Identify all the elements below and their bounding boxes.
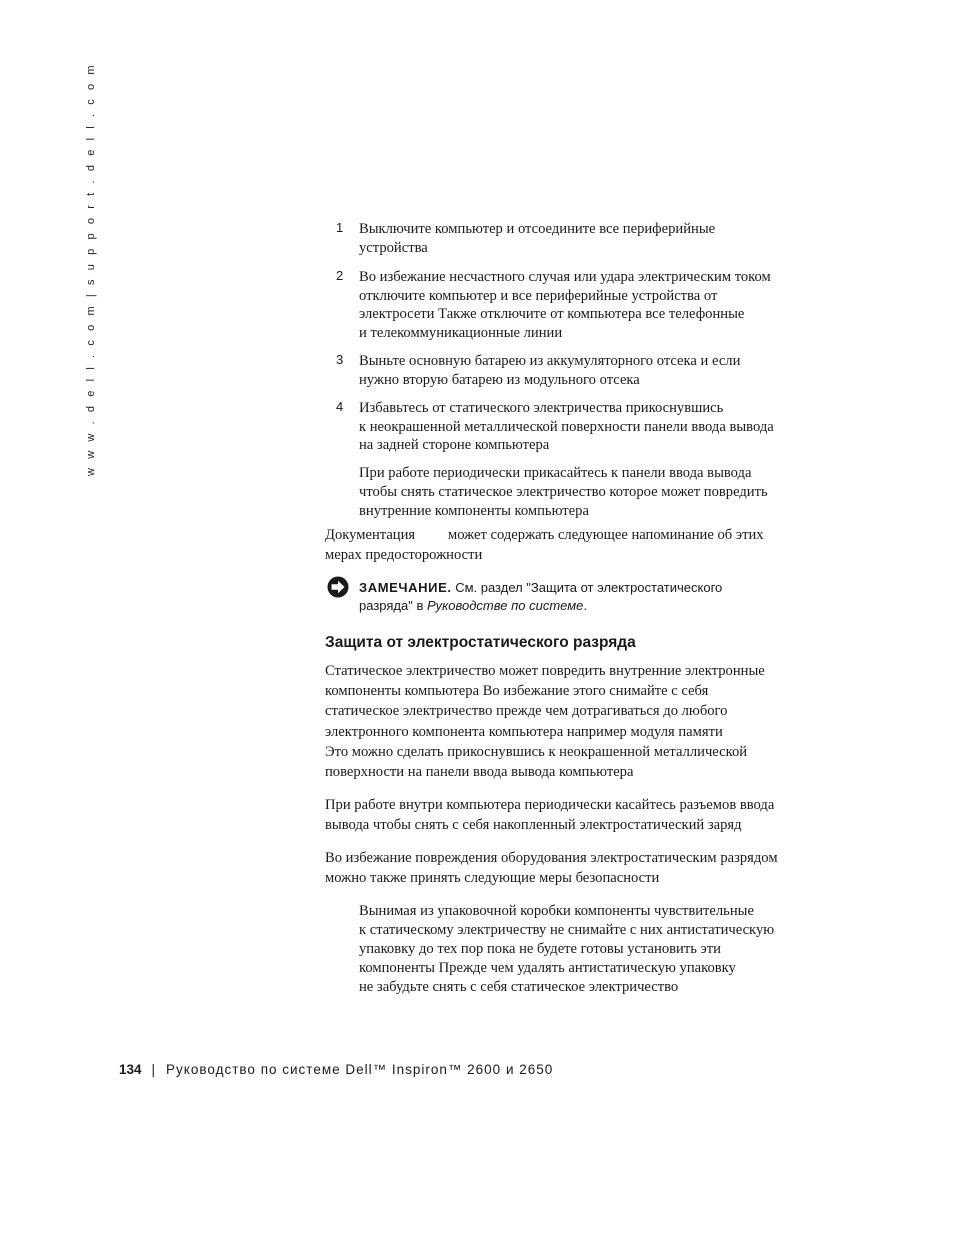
note-line: внутренние компоненты компьютера [359, 503, 589, 519]
step-line: электросети Также отключите от компьютера все телефонные [359, 306, 745, 322]
notice-label: ЗАМЕЧАНИЕ. [359, 580, 452, 595]
precaution-line: к статическому электричеству не снимайте с них антистатическую [359, 922, 775, 938]
precaution-line: упаковку до тех пор пока не будете готовы установить эти [359, 941, 721, 957]
step-line: Избавьтесь от статического электричества прикоснувшись [359, 400, 724, 416]
step-line: устройства [359, 239, 428, 256]
step-4 [336, 399, 816, 455]
precaution-line: Вынимая из упаковочной коробки компоненты чувствительные [359, 903, 754, 919]
step-text [359, 268, 816, 342]
step-number: 2 [336, 268, 344, 283]
step-text [359, 352, 816, 389]
precaution-line: компоненты Прежде чем удалять антистатическую упаковку [359, 960, 736, 976]
step-4-note [359, 464, 829, 521]
paragraph-line: мерах предосторожности [325, 547, 483, 564]
step-number: 3 [336, 352, 344, 367]
notice-reference: Руководстве по системе [426, 597, 584, 613]
page-number: 134 [119, 1062, 142, 1077]
notice-box [327, 576, 807, 614]
notice-text [359, 576, 807, 614]
step-line: нужно вторую батарею из модульного отсека [359, 371, 640, 388]
step-line: Во избежание несчастного случая или удара электрическим током [359, 269, 771, 285]
step-2 [336, 268, 816, 342]
side-website-url: w w w . d e l l . c o m | s u p p o r t . d e l l . c o m [85, 62, 97, 476]
esd-paragraph-2 [325, 795, 825, 835]
precaution-line: не забудьте снять с себя статическое электричество [359, 979, 679, 995]
step-3 [336, 352, 816, 389]
paragraph-line: вывода чтобы снять с себя накопленный электростатический заряд [325, 817, 742, 834]
paragraph-line: статическое электричество прежде чем дотрагиваться до любого [325, 703, 728, 720]
step-text [359, 399, 816, 455]
paragraph-line: При работе внутри компьютера периодически касайтесь разъемов ввода [325, 797, 775, 813]
esd-paragraph-3 [325, 848, 825, 888]
paragraph-line: Документация может содержать следующее напоминание об этих [325, 527, 764, 543]
step-1 [336, 220, 816, 257]
section-heading: Защита от электростатического разряда [325, 634, 636, 651]
step-text [359, 220, 816, 257]
paragraph-line: поверхности на панели ввода вывода компьютера [325, 764, 634, 781]
esd-paragraph-1 [325, 661, 825, 782]
step-line: отключите компьютер и все периферийные устройства от [359, 287, 718, 304]
notice-text-part: См. раздел "Защита от электростатического [451, 580, 723, 595]
step-number: 4 [336, 399, 344, 414]
notice-text-part: разряда" в [359, 597, 427, 613]
note-line: чтобы снять статическое электричество которое может повредить [359, 484, 768, 500]
paragraph-line: Статическое электричество может повредить внутренние электронные [325, 663, 765, 679]
step-line: Выньте основную батарею из аккумуляторного отсека и если [359, 353, 741, 369]
notice-arrow-icon [327, 576, 349, 598]
step-line: на задней стороне компьютера [359, 437, 550, 453]
paragraph-line: компоненты компьютера Во избежание этого снимайте с себя [325, 683, 709, 700]
note-line: При работе периодически прикасайтесь к панели ввода вывода [359, 465, 752, 481]
paragraph-line: можно также принять следующие меры безопасности [325, 870, 660, 887]
notice-text-part: . [583, 597, 587, 613]
step-line: и телекоммуникационные линии [359, 324, 563, 341]
footer-separator: | [151, 1062, 157, 1077]
step-line: к неокрашенной металлической поверхности панели ввода вывода [359, 418, 774, 435]
precaution-item [359, 902, 829, 997]
paragraph-line: Во избежание повреждения оборудования электростатическим разрядом [325, 850, 778, 866]
page-footer [119, 1062, 553, 1077]
footer-title: Руководство по системе Dell™ Inspiron™ 2600 и 2650 [166, 1062, 554, 1077]
paragraph-line: электронного компонента компьютера например модуля памяти [325, 723, 723, 740]
paragraph-line: Это можно сделать прикоснувшись к неокрашенной металлической [325, 743, 748, 760]
documentation-paragraph [325, 525, 825, 565]
step-line: Выключите компьютер и отсоедините все периферийные [359, 221, 716, 237]
step-number: 1 [336, 220, 344, 235]
